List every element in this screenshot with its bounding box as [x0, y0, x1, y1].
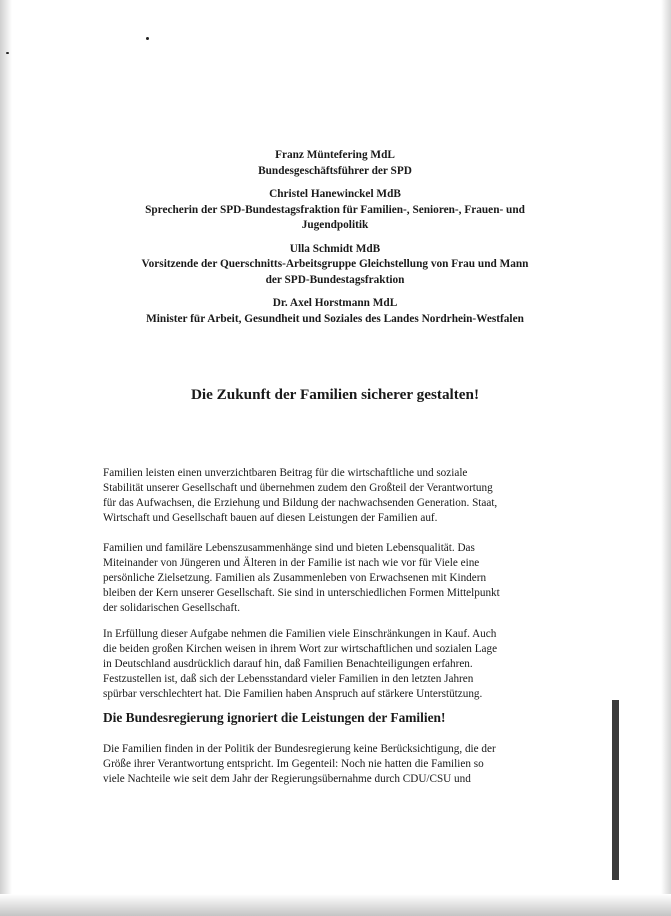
author-name: Ulla Schmidt MdB: [289, 242, 381, 255]
text-line: Familien leisten einen unverzichtbaren Beitrag für die wirtschaftliche und soziale: [103, 467, 468, 479]
author-block: [80, 148, 590, 179]
text-line: spürbar verschlechtert hat. Die Familien haben Anspruch auf stärkere Unterstützung.: [103, 688, 483, 700]
author-role: Sprecherin der SPD-Bundestagsfraktion für Familien-, Senioren-, Frauen- und: [145, 203, 525, 216]
scan-speck: [146, 37, 149, 40]
document-title: Die Zukunft der Familien sicherer gestalten!: [190, 386, 480, 403]
author-role: der SPD-Bundestagsfraktion: [265, 273, 405, 286]
text-line: viele Nachteile wie seit dem Jahr der Regierungsübernahme durch CDU/CSU und: [103, 773, 471, 785]
scan-artifact-bar: [612, 700, 619, 880]
author-block: [80, 242, 590, 289]
scan-edge-right: [661, 0, 671, 916]
author-role: Jugendpolitik: [301, 219, 369, 231]
paragraph: [103, 627, 528, 702]
author-role: Vorsitzende der Querschnitts-Arbeitsgruppe Gleichstellung von Frau und Mann: [141, 258, 529, 270]
paragraph: [103, 541, 528, 616]
paragraph: [103, 742, 528, 787]
author-block: [80, 187, 590, 234]
author-block: [80, 296, 590, 327]
text-line: In Erfüllung dieser Aufgabe nehmen die Familien viele Einschränkungen in Kauf. Auch: [103, 628, 497, 640]
text-line: Die Familien finden in der Politik der Bundesregierung keine Berücksichtigung, die der: [103, 743, 496, 755]
paragraph: [103, 466, 528, 526]
author-name: Franz Müntefering MdL: [275, 149, 395, 161]
author-role: Minister für Arbeit, Gesundheit und Soziales des Landes Nordrhein-Westfalen: [146, 312, 524, 325]
text-line: die beiden großen Kirchen weisen in ihrem Wort zur wirtschaftlichen und sozialen Lage: [103, 643, 498, 655]
text-line: Wirtschaft und Gesellschaft bauen auf diesen Leistungen der Familien auf.: [103, 512, 438, 524]
text-line: für das Aufwachsen, die Erziehung und Bildung der nachwachsenden Generation. Staat,: [103, 497, 498, 509]
text-line: Miteinander von Jüngeren und Älteren in der Familie ist nach wie vor für Viele eine: [103, 557, 480, 569]
author-name: Christel Hanewinckel MdB: [269, 188, 401, 200]
text-line: der solidarischen Gesellschaft.: [103, 602, 240, 614]
scan-edge-bottom: [0, 894, 671, 916]
text-line: persönliche Zielsetzung. Familien als Zusammenleben von Erwachsenen mit Kindern: [103, 572, 487, 584]
author-role: Bundesgeschäftsführer der SPD: [258, 164, 412, 177]
author-name: Dr. Axel Horstmann MdL: [272, 297, 398, 309]
author-list: [80, 148, 590, 335]
text-line: in Deutschland ausdrücklich darauf hin, daß Familien Benachteiligungen erfahren.: [103, 658, 473, 670]
text-line: Stabilität unserer Gesellschaft und übernehmen zudem den Großteil der Verantwortung: [103, 482, 493, 494]
text-line: Familien und familäre Lebenszusammenhänge sind und bieten Lebensqualität. Das: [103, 542, 475, 554]
text-line: Größe ihrer Verantwortung entspricht. Im Gegenteil: Noch nie hatten die Familien so: [103, 758, 484, 770]
section-heading: Die Bundesregierung ignoriert die Leistungen der Familien!: [103, 710, 446, 725]
scan-edge-left: [0, 0, 12, 916]
text-line: Festzustellen ist, daß sich der Lebensstandard vieler Familien in den letzten Jahren: [103, 673, 474, 685]
scan-speck: [6, 52, 9, 54]
text-line: bleiben der Kern unserer Gesellschaft. Sie sind in unterschiedlichen Formen Mittelpunkt: [103, 587, 500, 599]
